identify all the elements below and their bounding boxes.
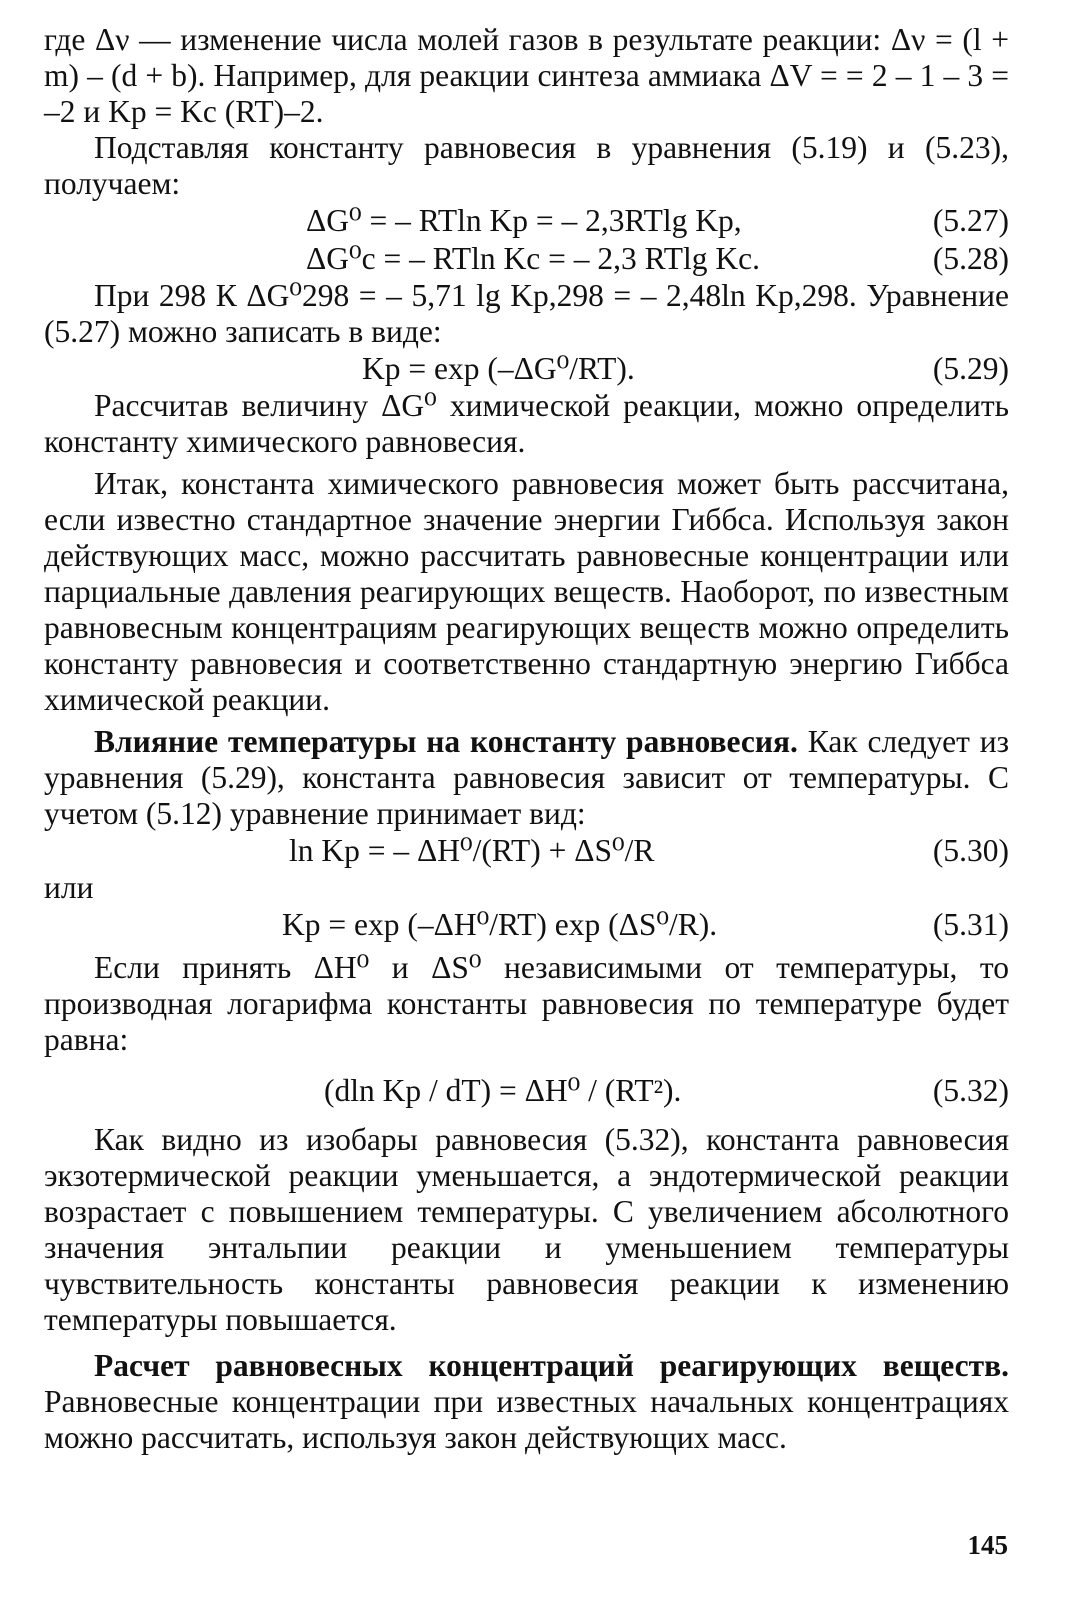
paragraph-isobar: Как видно из изобары равновесия (5.32), константа равновесия экзотермической реакции уменьшается, а эндотермической реакции возрастает с повышением температуры. С увеличением абсолютного значения энтальпии реакции и уменьшением температуры чувствительность константы равновесия реакции к изменению температуры повышается. [44,1122,1009,1337]
paragraph-temperature-body: Как следует из уравнения (5.29), константа равновесия зависит от температуры. С учетом (5.12) уравнение принимает вид: [44,724,1010,831]
equation-number: (5.30) [932,833,1009,868]
document-page [44,22,1009,1456]
paragraph-derivative: Если принять ΔH⁰ и ΔS⁰ независимыми от температуры, то производная логарифма константы равновесия по температуре будет равна: [44,950,1009,1057]
equation-formula: Kp = exp (–ΔH⁰/RT) exp (ΔS⁰/R). [282,907,718,942]
equation-formula: ΔG⁰ = – RTln Kp = – 2,3RTlg Kp, [306,203,742,238]
equation-5-29 [44,350,1009,388]
equation-formula: Kp = exp (–ΔG⁰/RT). [362,351,635,386]
equation-number: (5.28) [932,241,1009,276]
equation-5-28 [44,240,1009,278]
equation-5-32 [44,1072,1009,1110]
paragraph-or: или [44,870,94,905]
equation-5-27 [44,202,1009,240]
equation-number: (5.27) [932,203,1009,238]
equation-formula: (dln Kp / dT) = ΔH⁰ / (RT²). [324,1073,682,1108]
equation-5-30 [44,832,1009,870]
section-heading-concentrations: Расчет равновесных концентраций реагирующих веществ. [94,1348,1009,1383]
equation-formula: ΔG⁰c = – RTln Kc = – 2,3 RTlg Kc. [306,241,760,276]
paragraph-calc-delta-g: Рассчитав величину ΔG⁰ химической реакции, можно определить константу химического равновесия. [44,388,1009,459]
section-heading-temperature: Влияние температуры на константу равновесия. [94,724,798,759]
paragraph-substitution: Подставляя константу равновесия в уравнения (5.19) и (5.23), получаем: [44,130,1009,201]
paragraph-298k: При 298 К ΔG⁰298 = – 5,71 lg Kp,298 = – 2,48ln Kp,298. Уравнение (5.27) можно записать в виде: [44,278,1009,349]
paragraph-concentrations-body: Равновесные концентрации при известных начальных концентрациях можно рассчитать, используя закон действующих масс. [44,1384,1009,1455]
paragraph-delta-nu: где Δν — изменение числа молей газов в результате реакции: Δν = (l + m) – (d + b). Например, для реакции синтеза аммиака ΔV = = 2 – 1 – 3 = –2 и Kp = Kc (RT)–2. [44,22,1009,129]
paragraph-equilibrium-concentrations [44,1348,1009,1456]
equation-number: (5.32) [932,1073,1009,1108]
equation-number: (5.31) [932,907,1009,942]
page-number: 145 [967,1530,1008,1560]
paragraph-summary: Итак, константа химического равновесия может быть рассчитана, если известно стандартное значение энергии Гиббса. Используя закон действующих масс, можно рассчитать равновесные концентрации или парциальные давления реагирующих веществ. Наоборот, по известным равновесным концентрациям реагирующих веществ можно определить константу равновесия и соответственно стандартную энергию Гиббса химической реакции. [44,466,1009,717]
equation-number: (5.29) [932,351,1009,386]
equation-5-31 [44,906,1009,944]
equation-formula: ln Kp = – ΔH⁰/(RT) + ΔS⁰/R [289,833,655,868]
paragraph-temperature [44,724,1009,832]
